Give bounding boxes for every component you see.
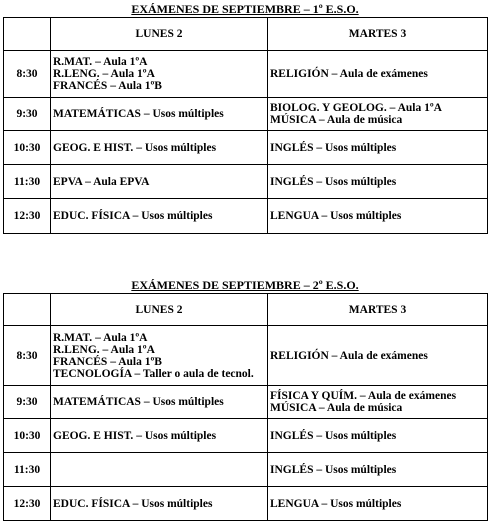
table-row	[4, 199, 488, 234]
header-row	[4, 18, 488, 51]
exam-cell	[51, 199, 268, 234]
exam-entry: EDUC. FÍSICA – Usos múltiples	[53, 497, 213, 510]
exam-entry: BIOLOG. Y GEOLOG. – Aula 1ºA	[270, 102, 442, 114]
exam-cell	[268, 386, 488, 419]
exam-entry: EPVA – Aula EPVA	[53, 175, 150, 188]
exam-entry: GEOG. E HIST. – Usos múltiples	[53, 429, 217, 442]
exam-entry: INGLÉS – Usos múltiples	[270, 429, 397, 442]
day-header: MARTES 3	[268, 294, 488, 326]
exam-entry: RELIGIÓN – Aula de exámenes	[270, 349, 428, 362]
table-row	[4, 165, 488, 199]
time-cell: 9:30	[4, 98, 51, 131]
exam-entry: FÍSICA Y QUÍM. – Aula de exámenes	[270, 390, 457, 402]
header-row	[4, 294, 488, 326]
day-header: MARTES 3	[268, 18, 488, 51]
exam-entry: INGLÉS – Usos múltiples	[270, 141, 397, 154]
table-row	[4, 98, 488, 131]
table-row	[4, 51, 488, 98]
schedule-table	[3, 293, 488, 521]
exam-cell	[51, 487, 268, 521]
corner-cell	[4, 294, 51, 326]
exam-cell	[51, 419, 268, 453]
time-cell: 10:30	[4, 131, 51, 165]
exam-cell-empty	[51, 453, 268, 487]
schedule-title: EXÁMENES DE SEPTIEMBRE – 2º E.S.O.	[131, 278, 359, 292]
table-row	[4, 326, 488, 386]
schedule-table	[3, 17, 488, 234]
exam-entry: GEOG. E HIST. – Usos múltiples	[53, 141, 217, 154]
corner-cell	[4, 18, 51, 51]
time-cell: 9:30	[4, 386, 51, 419]
exam-cell	[51, 386, 268, 419]
exam-entry: EDUC. FÍSICA – Usos múltiples	[53, 210, 213, 222]
exam-entry: MATEMÁTICAS – Usos múltiples	[53, 396, 224, 408]
exam-entry: MÚSICA – Aula de música	[270, 114, 403, 126]
exam-cell	[268, 326, 488, 386]
exam-entry: FRANCÉS – Aula 1ºB	[53, 80, 162, 92]
table-row	[4, 131, 488, 165]
exam-cell	[268, 98, 488, 131]
exam-cell	[51, 326, 268, 386]
exam-entry: TECNOLOGÍA – Taller o aula de tecnol.	[53, 367, 254, 380]
exam-cell	[51, 98, 268, 131]
exam-entry: R.LENG. – Aula 1ºA	[53, 68, 155, 80]
exam-entry: R.LENG. – Aula 1ºA	[53, 343, 155, 356]
table-row	[4, 453, 488, 487]
table-row	[4, 386, 488, 419]
exam-entry: FRANCÉS – Aula 1ºB	[53, 355, 162, 368]
schedule-title: EXÁMENES DE SEPTIEMBRE – 1º E.S.O.	[131, 2, 359, 16]
exam-entry: RELIGIÓN – Aula de exámenes	[270, 68, 428, 80]
exam-entry: INGLÉS – Usos múltiples	[270, 175, 397, 188]
exam-cell	[268, 51, 488, 98]
table-row	[4, 487, 488, 521]
exam-entry: R.MAT. – Aula 1ºA	[53, 331, 148, 344]
exam-entry: LENGUA – Usos múltiples	[270, 497, 402, 510]
exam-cell	[268, 199, 488, 234]
exam-cell	[268, 165, 488, 199]
exam-entry: R.MAT. – Aula 1ºA	[53, 56, 148, 68]
exam-cell	[51, 165, 268, 199]
exam-cell	[268, 131, 488, 165]
day-header: LUNES 2	[51, 294, 268, 326]
time-cell: 8:30	[4, 326, 51, 386]
exam-entry: MATEMÁTICAS – Usos múltiples	[53, 108, 224, 120]
time-cell: 11:30	[4, 165, 51, 199]
schedule-2eso	[3, 278, 487, 521]
time-cell: 11:30	[4, 453, 51, 487]
table-row	[4, 419, 488, 453]
exam-cell	[268, 419, 488, 453]
time-cell: 12:30	[4, 487, 51, 521]
day-header: LUNES 2	[51, 18, 268, 51]
exam-entry: INGLÉS – Usos múltiples	[270, 463, 397, 476]
exam-cell	[51, 131, 268, 165]
exam-cell	[51, 51, 268, 98]
time-cell: 8:30	[4, 51, 51, 98]
exam-entry: MÚSICA – Aula de música	[270, 402, 403, 414]
exam-cell	[268, 487, 488, 521]
exam-cell	[268, 453, 488, 487]
time-cell: 12:30	[4, 199, 51, 234]
time-cell: 10:30	[4, 419, 51, 453]
exam-entry: LENGUA – Usos múltiples	[270, 210, 402, 222]
schedule-1eso	[3, 2, 487, 234]
